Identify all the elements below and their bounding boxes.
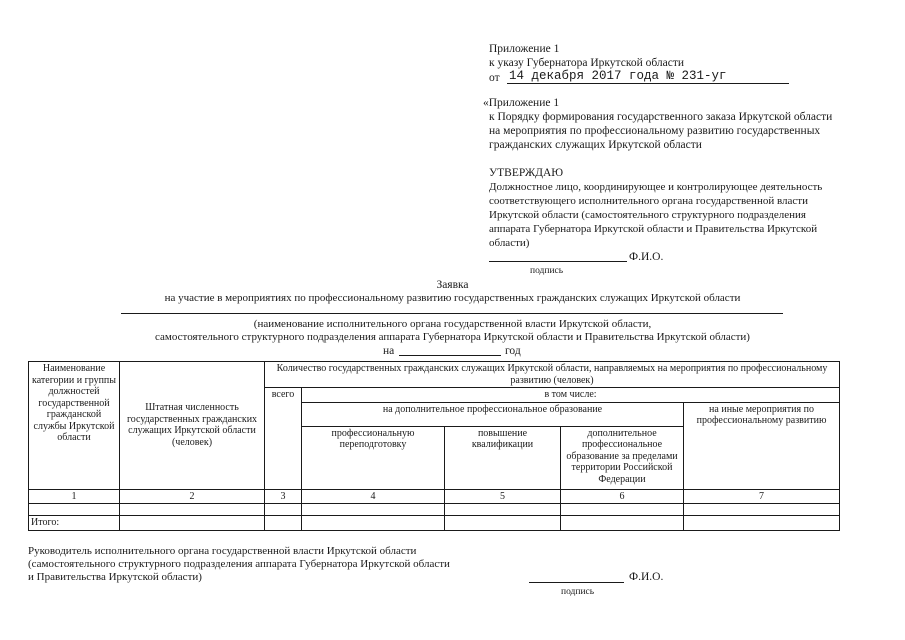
quoted-appendix-title: «Приложение 1 [483, 97, 560, 109]
approval-line: области) [489, 237, 530, 249]
column-number: 5 [445, 489, 561, 504]
footer-line: и Правительства Иркутской области) [28, 571, 202, 583]
total-row-label: Итого: [29, 516, 120, 531]
table-row [29, 504, 840, 516]
footer-signature-line [529, 582, 624, 583]
decree-date: 14 декабря 2017 года № 231-уг [509, 69, 727, 83]
header-category: Наименование категории и группы должностей государственной гражданской службы Иркутской области [29, 362, 120, 490]
approval-line: Иркутской области (самостоятельного структурного подразделения [489, 209, 806, 221]
header-total: всего [265, 388, 302, 490]
header-outside-rf: дополнительное профессиональное образование за пределами территории Российской Федерации [561, 426, 684, 489]
column-number: 6 [561, 489, 684, 504]
footer-fio: Ф.И.О. [629, 571, 664, 583]
date-underline [507, 83, 789, 84]
approval-signature-caption: подпись [530, 266, 564, 276]
column-number: 3 [265, 489, 302, 504]
date-prefix: от [489, 72, 500, 84]
header-staff-count: Штатная численность государственных гражданских служащих Иркутской области (человек) [120, 362, 265, 490]
header-qualification: повышение квалификации [445, 426, 561, 489]
approval-line: аппарата Губернатора Иркутской области и Правительства Иркутской [489, 223, 818, 235]
org-caption-2: самостоятельного структурного подразделения аппарата Губернатора Иркутской области и Правительства Иркутской области) [155, 331, 750, 343]
column-number: 7 [684, 489, 840, 504]
header-count: Количество государственных гражданских служащих Иркутской области, направляемых на мероприятия по профессиональному развитию (человек) [265, 362, 840, 388]
footer-signature-caption: подпись [561, 587, 595, 597]
column-number: 2 [120, 489, 265, 504]
appendix-to: к указу Губернатора Иркутской области [489, 57, 685, 69]
approval-signature-line [489, 261, 627, 262]
approval-line: соответствующего исполнительного органа государственной власти [489, 195, 808, 207]
year-suffix: год [505, 345, 521, 357]
footer-line: (самостоятельного структурного подразделения аппарата Губернатора Иркутской области [28, 558, 450, 570]
application-subtitle: на участие в мероприятиях по профессиональному развитию государственных гражданских служащих Иркутской области [164, 292, 741, 304]
table-row [29, 489, 840, 504]
footer-line: Руководитель исполнительного органа государственной власти Иркутской области [28, 545, 417, 557]
org-caption-1: (наименование исполнительного органа государственной власти Иркутской области, [253, 318, 652, 330]
table-row [29, 516, 840, 531]
appendix-title: Приложение 1 [489, 43, 560, 55]
header-retraining: профессиональную переподготовку [302, 426, 445, 489]
application-table [28, 361, 840, 531]
column-number: 1 [29, 489, 120, 504]
approval-line: Должностное лицо, координирующее и контролирующее деятельность [489, 181, 823, 193]
header-including: в том числе: [302, 388, 840, 403]
header-other-events: на иные мероприятия по профессиональному развитию [684, 402, 840, 489]
quoted-appendix-line: гражданских служащих Иркутской области [489, 139, 702, 151]
year-line [399, 355, 501, 356]
quoted-appendix-line: к Порядку формирования государственного заказа Иркутской области [489, 111, 833, 123]
header-dpo: на дополнительное профессиональное образование [302, 402, 684, 426]
column-number: 4 [302, 489, 445, 504]
application-title: Заявка [436, 279, 469, 291]
approval-title: УТВЕРЖДАЮ [489, 167, 564, 179]
org-name-line [121, 313, 783, 314]
year-prefix: на [383, 345, 395, 357]
quoted-appendix-line: на мероприятия по профессиональному развитию государственных [489, 125, 821, 137]
approval-fio: Ф.И.О. [629, 251, 664, 263]
